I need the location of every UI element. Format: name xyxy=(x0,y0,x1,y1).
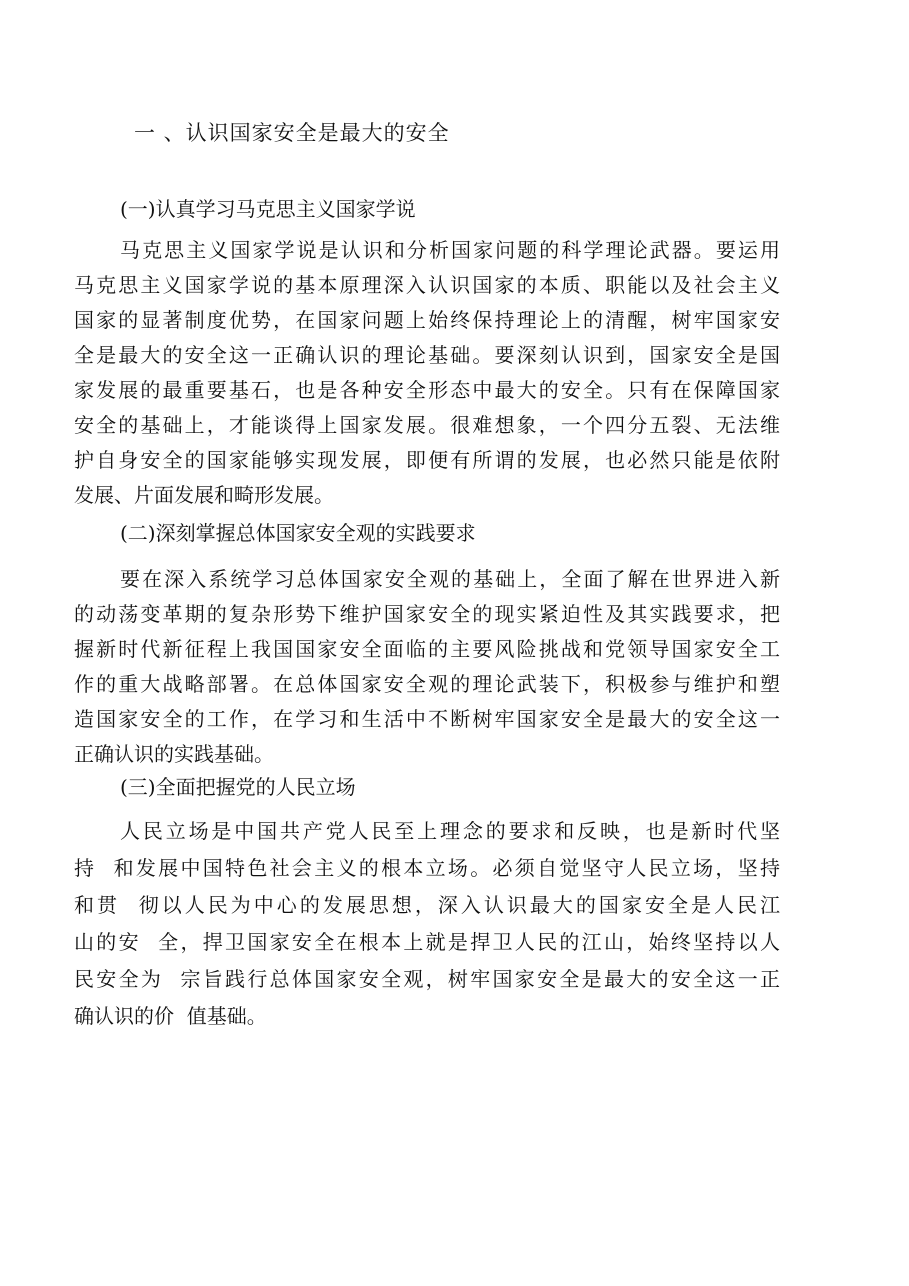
paragraph-line: 国家的显著制度优势，在国家问题上始终保持理论上的清醒，树牢国家安 xyxy=(74,308,780,332)
paragraph-line: 确认识的价 值基础。 xyxy=(74,1004,267,1028)
paragraph-line: 安全的基础上，才能谈得上国家发展。很难想象，一个四分五裂、无法维 xyxy=(74,413,780,437)
paragraph-line: 护自身安全的国家能够实现发展，即便有所谓的发展，也必然只能是依附 xyxy=(74,448,780,472)
section-2-title: (二)深刻掌握总体国家安全观的实践要求 xyxy=(120,521,476,545)
paragraph-line: 马克思主义国家学说是认识和分析国家问题的科学理论武器。要运用 xyxy=(120,238,780,262)
paragraph-line: 民安全为 宗旨践行总体国家安全观，树牢国家安全是最大的安全这一正 xyxy=(74,967,780,991)
page-title: 一 、认识国家安全是最大的安全 xyxy=(134,121,450,145)
paragraph-line: 发展、片面发展和畸形发展。 xyxy=(74,483,334,507)
paragraph-line: 正确认识的实践基础。 xyxy=(74,742,274,766)
section-3-title: (三)全面把握党的人民立场 xyxy=(120,775,356,799)
paragraph-line: 人民立场是中国共产党人民至上理念的要求和反映，也是新时代坚 xyxy=(120,819,780,843)
paragraph-line: 的动荡变革期的复杂形势下维护国家安全的现实紧迫性及其实践要求，把 xyxy=(74,602,780,626)
paragraph-line: 持 和发展中国特色社会主义的根本立场。必须自觉坚守人民立场，坚持 xyxy=(74,856,780,880)
paragraph-line: 马克思主义国家学说的基本原理深入认识国家的本质、职能以及社会主义 xyxy=(74,273,780,297)
paragraph-line: 握新时代新征程上我国国家安全面临的主要风险挑战和党领导国家安全工 xyxy=(74,637,780,661)
paragraph-line: 全是最大的安全这一正确认识的理论基础。要深刻认识到，国家安全是国 xyxy=(74,343,780,367)
paragraph-line: 山的安 全，捍卫国家安全在根本上就是捍卫人民的江山，始终坚持以人 xyxy=(74,930,780,954)
paragraph-line: 造国家安全的工作，在学习和生活中不断树牢国家安全是最大的安全这一 xyxy=(74,707,780,731)
paragraph-line: 家发展的最重要基石，也是各种安全形态中最大的安全。只有在保障国家 xyxy=(74,378,780,402)
section-1-title: (一)认真学习马克思主义国家学说 xyxy=(120,197,416,221)
paragraph-line: 作的重大战略部署。在总体国家安全观的理论武装下，积极参与维护和塑 xyxy=(74,672,780,696)
paragraph-line: 和贯 彻以人民为中心的发展思想，深入认识最大的国家安全是人民江 xyxy=(74,893,780,917)
paragraph-line: 要在深入系统学习总体国家安全观的基础上，全面了解在世界进入新 xyxy=(120,567,780,591)
